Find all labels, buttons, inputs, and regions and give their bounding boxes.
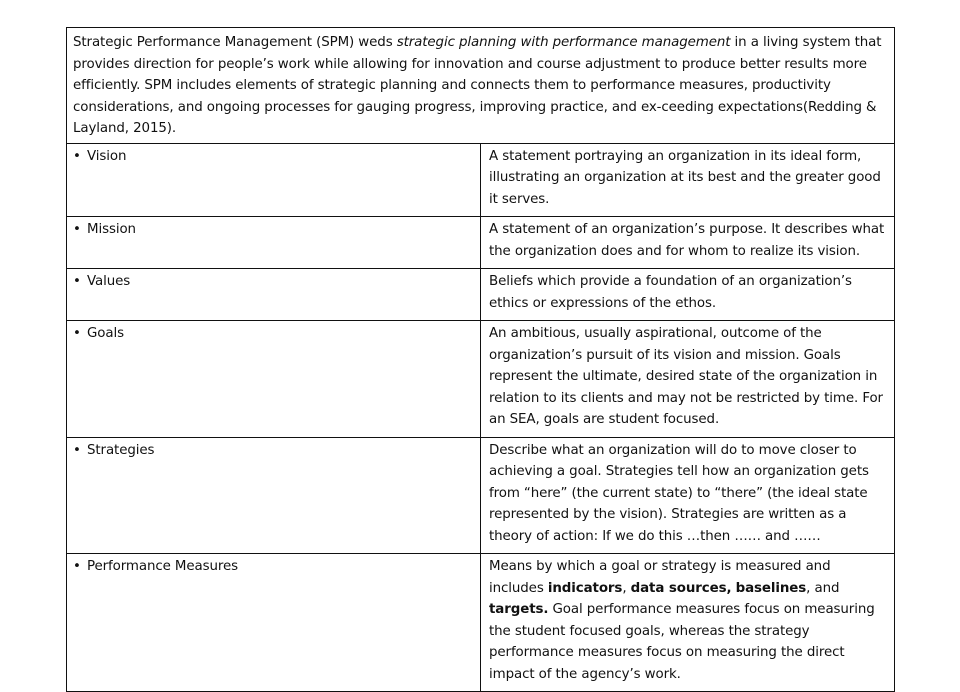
definition-goals: An ambitious, usually aspirational, outcome of the organization’s pursuit of its vision and mission. Goals represent the ultimate, desired state of the organization in relation to its clients and may not be restricted by time. For an SEA, goals are student focused. [481,321,895,438]
pm-sep: , and [806,580,840,596]
definition-strategies: Describe what an organization will do to move closer to achieving a goal. Strategies tell how an organization gets from “here” (the current state) to “there” (the ideal state represented by the vision). Strategies are written as a theory of action: If we do this …then …… and …… [481,437,895,554]
pm-bold-indicators: indicators [547,580,623,596]
bullet-icon: • [73,326,81,341]
pm-text-part1: Means by which a goal or strategy is measured and includes [489,559,831,596]
pm-sep: , [622,580,631,596]
term-label-vision: Vision [87,148,127,164]
spm-definitions-table [66,27,895,692]
term-label-strategies: Strategies [87,442,155,458]
table-row-mission [67,217,895,269]
intro-text-emphasis: strategic planning with performance management [396,35,731,50]
table-row-goals [67,321,895,438]
term-cell [67,143,481,217]
term-label-mission: Mission [87,222,136,237]
pm-text-part2: Goal performance measures focus on measuring the student focused goals, whereas the strategy performance measures focus on measuring the direct impact of the agency’s work. [489,602,875,682]
pm-bold-targets: targets. [489,602,549,617]
bullet-icon: • [73,148,81,164]
intro-cell [67,28,895,144]
table-row-values [67,269,895,321]
definition-values: Beliefs which provide a foundation of an organization’s ethics or expressions of the ethos. [481,269,895,321]
term-cell [67,269,481,321]
bullet-icon: • [73,442,81,458]
bullet-icon: • [73,222,81,237]
term-cell [67,437,481,554]
intro-text-prefix: Strategic Performance Management (SPM) weds [73,35,397,50]
pm-bold-data-sources: data sources, [630,580,732,596]
definition-vision: A statement portraying an organization in its ideal form, illustrating an organization at its best and the greater good it serves. [481,143,895,217]
bullet-icon: • [73,559,81,574]
table-row-performance-measures [67,554,895,692]
term-label-goals: Goals [87,326,124,341]
bullet-icon: • [73,274,81,289]
table-row-strategies [67,437,895,554]
intro-text-suffix: in a living system that provides direction for people’s work while allowing for innovation and course adjustment to produce better results more efficiently. SPM includes elements of strategic planning and connects them to performance measures, productivity considerations, and ongoing processes for gauging progress, improving practice, and ex-ceeding expectations(Redding & Layland, 2015). [73,35,882,136]
definition-mission: A statement of an organization’s purpose. It describes what the organization does and for whom to realize its vision. [481,217,895,269]
table-row-vision [67,143,895,217]
term-label-values: Values [87,274,131,289]
term-label-performance-measures: Performance Measures [87,559,238,574]
definition-performance-measures [481,554,895,692]
term-cell [67,217,481,269]
pm-bold-baselines: baselines [735,580,807,596]
term-cell [67,554,481,692]
term-cell [67,321,481,438]
intro-row [67,28,895,144]
